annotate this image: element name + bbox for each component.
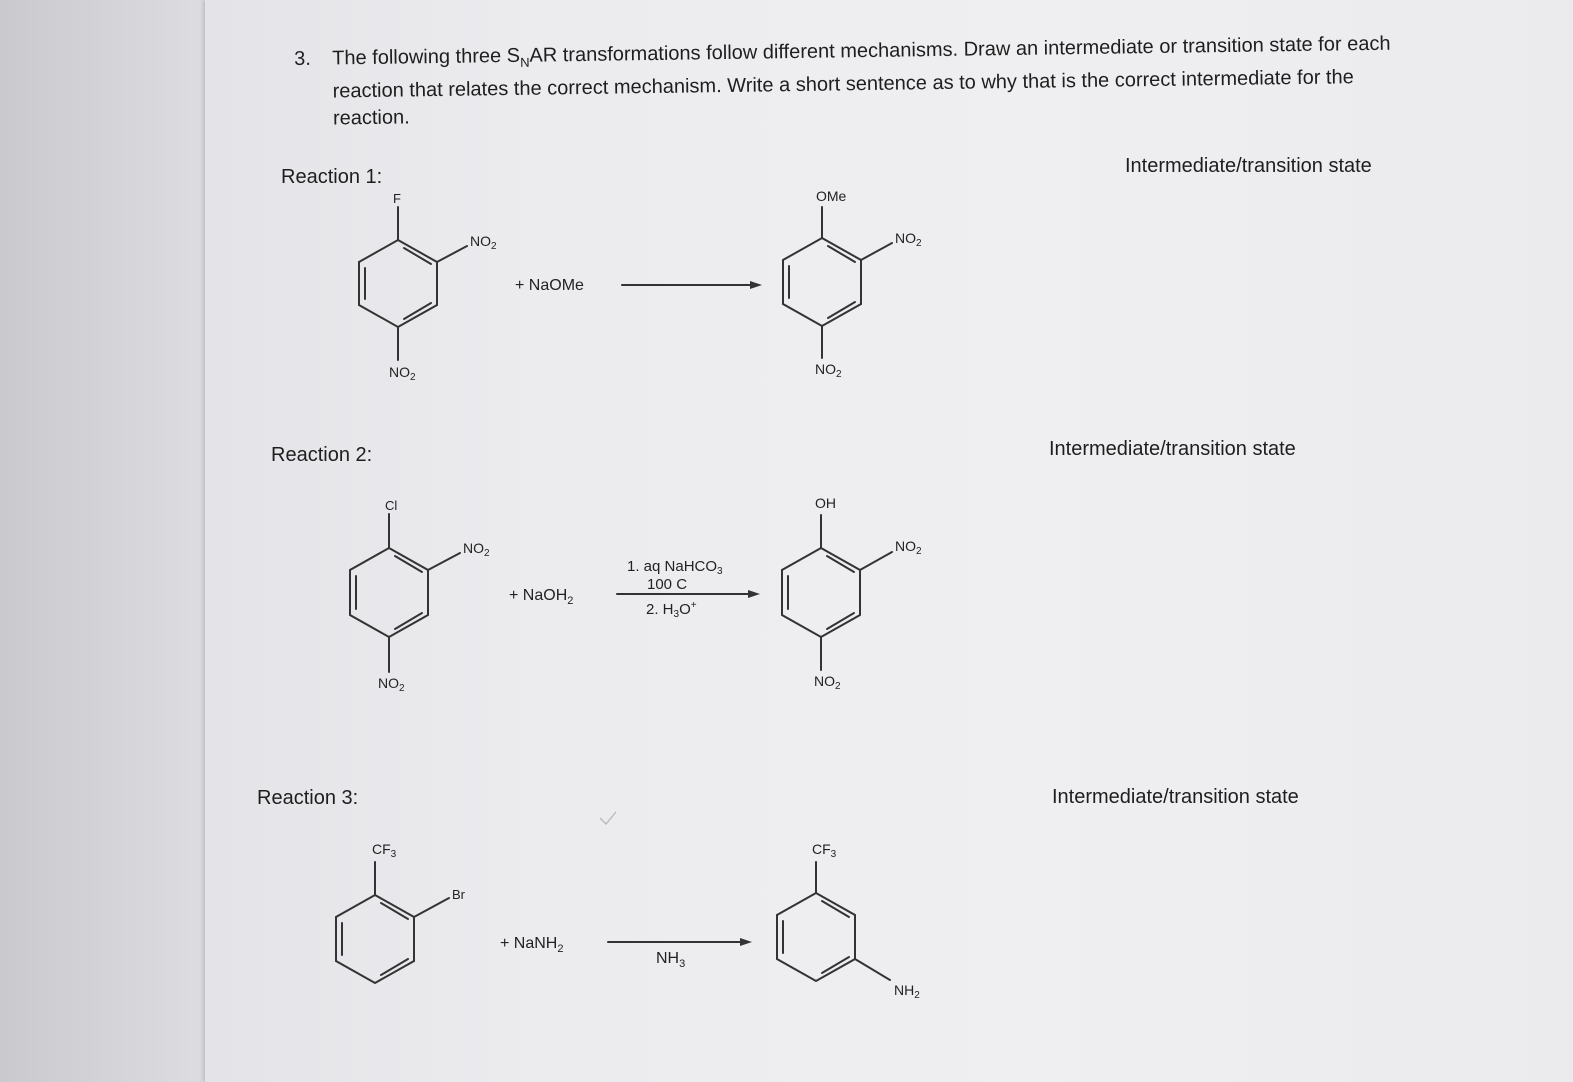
r3-product-meta-substituent: $NH_2$ xyxy=(894,982,920,1001)
r1-reactant-para-substituent: $NO_2$ xyxy=(389,364,416,383)
r2-reactant-para-substituent: $NO_2$ xyxy=(378,675,405,694)
reaction-3-label: Reaction 3: xyxy=(257,787,359,809)
r1-product-ortho-substituent: $NO_2$ xyxy=(895,230,922,249)
r3-reagent: + NaNH$_2$ xyxy=(500,935,564,955)
r3-solvent: $NH_3$ xyxy=(656,950,686,970)
r1-reactant-ortho-substituent: $NO_2$ xyxy=(470,233,497,252)
reaction-1-reactant-ring xyxy=(359,207,467,360)
r2-product-ortho-substituent: $NO_2$ xyxy=(895,538,922,557)
r1-reactant-top-substituent: F xyxy=(393,191,401,206)
r2-product-top-substituent: OH xyxy=(815,495,836,511)
r2-product-para-substituent: $NO_2$ xyxy=(814,673,841,692)
reaction-1-intermediate-label: Intermediate/transition state xyxy=(1125,155,1372,177)
reaction-2-product-ring xyxy=(782,515,892,670)
r2-reagent: + NaOH$_2$ xyxy=(509,587,574,607)
question-number: 3. xyxy=(294,47,312,70)
r1-product-para-substituent: $NO_2$ xyxy=(815,361,842,380)
r2-condition-step-2: 2. $H_3O^+$ xyxy=(646,600,697,620)
reaction-3-product-ring xyxy=(777,862,890,981)
r2-condition-temperature: 100 C xyxy=(647,576,688,593)
pencil-check-mark xyxy=(600,812,616,824)
reaction-1-label: Reaction 1: xyxy=(281,166,383,188)
r1-reagent: + NaOMe xyxy=(515,277,584,294)
r1-product-top-substituent: OMe xyxy=(816,188,847,204)
reaction-2-reactant-ring xyxy=(350,514,460,672)
reaction-2-intermediate-label: Intermediate/transition state xyxy=(1049,438,1296,460)
r2-reactant-top-substituent: Cl xyxy=(385,498,398,513)
r2-reactant-ortho-substituent: $NO_2$ xyxy=(463,540,490,559)
r3-reactant-ortho-substituent: Br xyxy=(452,887,465,902)
r2-condition-step-1: 1. aq NaHCO$_3$ xyxy=(627,558,723,577)
reaction-3-intermediate-label: Intermediate/transition state xyxy=(1052,786,1299,808)
r3-product-top-substituent: $CF_3$ xyxy=(812,841,837,860)
reaction-1-product-ring xyxy=(783,207,892,358)
r3-reactant-top-substituent: $CF_3$ xyxy=(372,841,397,860)
question-text: The following three $S_NAR$ transformations follow different mechanisms. Draw an intermediate or transition state for each reaction that relates the correct mechanism. Write a short sentence as to why that is the correct intermediate for the reaction. xyxy=(332,32,1391,130)
reaction-3-reactant-ring xyxy=(336,862,449,983)
reaction-2-label: Reaction 2: xyxy=(271,444,373,466)
